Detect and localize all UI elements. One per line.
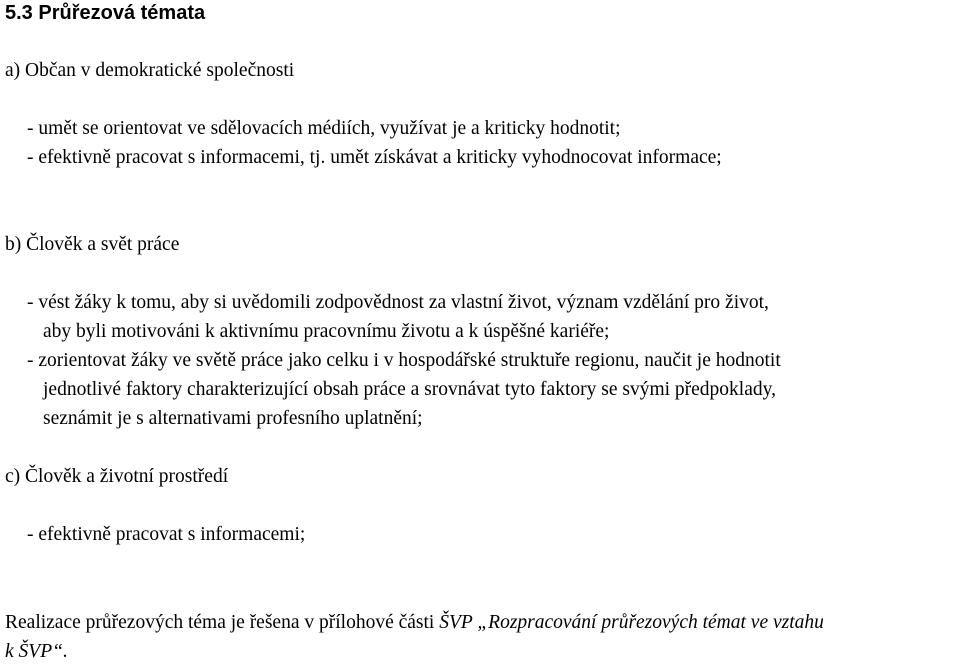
section-b-item-2-line-3: seznámit je s alternativami profesního uplatnění; <box>43 408 423 429</box>
section-b-item-1-line-1: - vést žáky k tomu, aby si uvědomili zodpovědnost za vlastní život, význam vzdělání pro život, <box>27 292 769 313</box>
section-b-item-2-line-2: jednotlivé faktory charakterizující obsah práce a srovnávat tyto faktory se svými předpoklady, <box>43 379 776 400</box>
section-b-item-1-line-2: aby byli motivováni k aktivnímu pracovnímu životu a k úspěšné kariéře; <box>43 321 610 342</box>
realization-document-reference: ŠVP „Rozpracování průřezových témat ve vztahu <box>439 612 824 633</box>
section-b-title: b) Člověk a svět práce <box>5 234 180 255</box>
section-c-item-1: - efektivně pracovat s informacemi; <box>27 524 306 545</box>
page-title: 5.3 Průřezová témata <box>5 2 206 24</box>
section-a-item-2: - efektivně pracovat s informacemi, tj. umět získávat a kriticky vyhodnocovat informace; <box>27 147 722 168</box>
section-a-item-1: - umět se orientovat ve sdělovacích médiích, využívat je a kriticky hodnotit; <box>27 118 621 139</box>
section-b-item-2-line-1: - zorientovat žáky ve světě práce jako celku i v hospodářské struktuře regionu, naučit je hodnotit <box>27 350 781 371</box>
section-c-title: c) Člověk a životní prostředí <box>5 466 229 487</box>
realization-line-1 <box>5 611 824 635</box>
realization-line-2 <box>5 640 68 664</box>
realization-line-2-end: “. <box>52 641 68 662</box>
realization-prefix: Realizace průřezových téma je řešena v přílohové části <box>5 612 440 633</box>
realization-line-2-italic: k ŠVP <box>5 641 53 662</box>
section-a-title: a) Občan v demokratické společnosti <box>5 60 295 81</box>
